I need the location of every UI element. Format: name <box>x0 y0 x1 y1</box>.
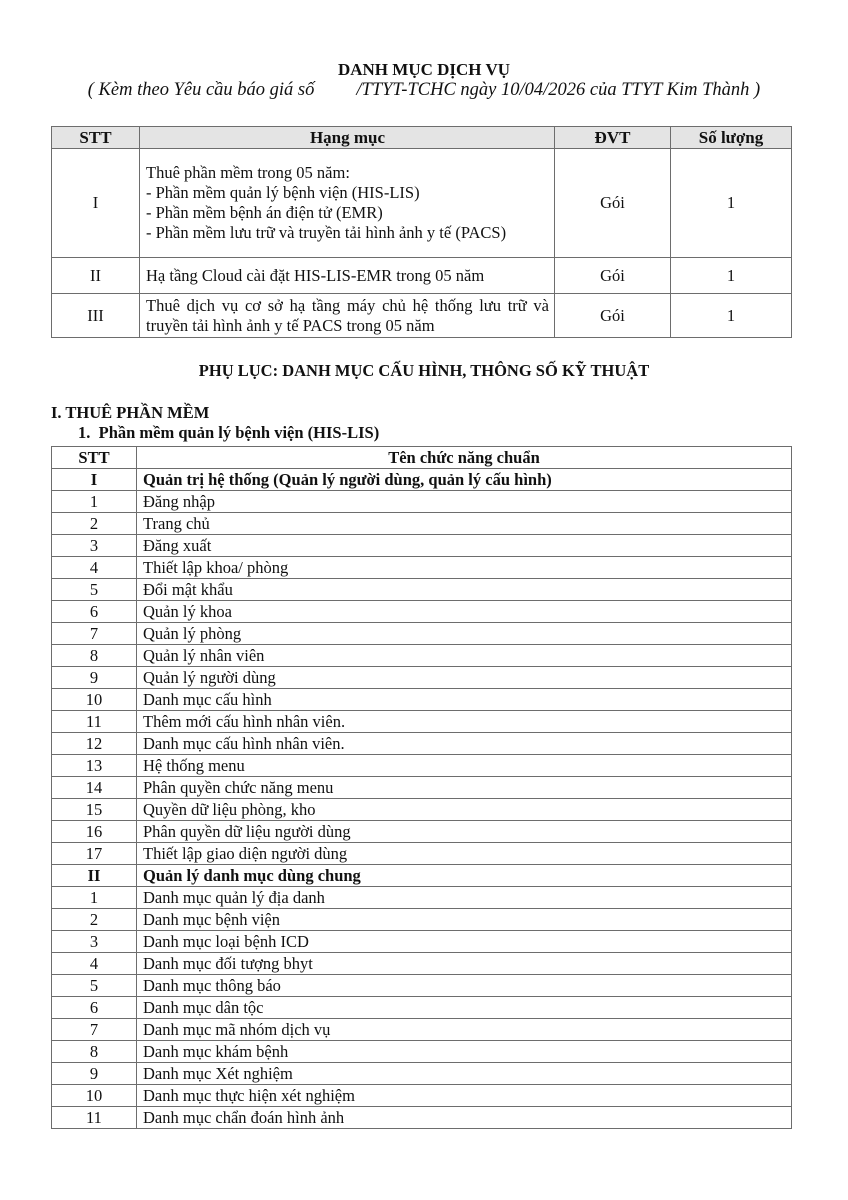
table-row <box>52 1107 792 1129</box>
row-stt: 16 <box>52 821 137 843</box>
row-function-name: Quản lý danh mục dùng chung <box>137 865 792 887</box>
row-quantity: 1 <box>671 294 792 338</box>
row-function-name: Hệ thống menu <box>137 755 792 777</box>
item-line: Thuê phần mềm trong 05 năm: <box>146 163 350 182</box>
row-function-name: Đăng nhập <box>137 491 792 513</box>
row-function-name: Quản trị hệ thống (Quản lý người dùng, quản lý cấu hình) <box>137 469 792 491</box>
table-row <box>52 491 792 513</box>
row-function-name: Quản lý phòng <box>137 623 792 645</box>
table-row <box>52 909 792 931</box>
row-function-name: Phân quyền chức năng menu <box>137 777 792 799</box>
row-stt: 4 <box>52 557 137 579</box>
row-stt: 1 <box>52 491 137 513</box>
table-row <box>52 799 792 821</box>
row-stt: 8 <box>52 1041 137 1063</box>
service-table-header <box>52 127 792 149</box>
table-row <box>52 258 792 294</box>
row-function-name: Thêm mới cấu hình nhân viên. <box>137 711 792 733</box>
row-function-name: Danh mục đối tượng bhyt <box>137 953 792 975</box>
table-row <box>52 843 792 865</box>
row-stt: II <box>52 258 140 294</box>
row-item <box>140 149 555 258</box>
row-function-name: Danh mục khám bệnh <box>137 1041 792 1063</box>
row-quantity: 1 <box>671 149 792 258</box>
appendix-title: PHỤ LỤC: DANH MỤC CẤU HÌNH, THÔNG SỐ KỸ THUẬT <box>198 361 650 380</box>
table-row <box>52 579 792 601</box>
subtitle-date-issuer: /TTYT-TCHC ngày 10/04/2026 của TTYT Kim Thành ) <box>356 80 761 100</box>
row-function-name: Quản lý nhân viên <box>137 645 792 667</box>
row-stt: 7 <box>52 1019 137 1041</box>
row-stt: I <box>52 149 140 258</box>
row-stt: I <box>52 469 137 491</box>
row-function-name: Thiết lập khoa/ phòng <box>137 557 792 579</box>
table-row <box>52 1085 792 1107</box>
row-stt: II <box>52 865 137 887</box>
item-line: - Phần mềm lưu trữ và truyền tải hình ảnh y tế (PACS) <box>146 223 507 242</box>
row-function-name: Danh mục bệnh viện <box>137 909 792 931</box>
table-row <box>52 887 792 909</box>
table-row <box>52 601 792 623</box>
function-table <box>51 446 792 1129</box>
row-function-name: Danh mục quản lý địa danh <box>137 887 792 909</box>
group-row <box>52 865 792 887</box>
row-item: Thuê dịch vụ cơ sở hạ tầng máy chủ hệ thống lưu trữ và truyền tải hình ảnh y tế PACS trong 05 năm <box>140 294 555 338</box>
row-item: Hạ tầng Cloud cài đặt HIS-LIS-EMR trong 05 năm <box>140 258 555 294</box>
row-function-name: Danh mục dân tộc <box>137 997 792 1019</box>
row-function-name: Danh mục Xét nghiệm <box>137 1063 792 1085</box>
row-function-name: Quản lý người dùng <box>137 667 792 689</box>
row-function-name: Đổi mật khẩu <box>137 579 792 601</box>
row-unit: Gói <box>555 294 671 338</box>
row-quantity: 1 <box>671 258 792 294</box>
header-item: Hạng mục <box>140 127 555 149</box>
row-unit: Gói <box>555 258 671 294</box>
header-stt: STT <box>52 447 137 469</box>
row-stt: 10 <box>52 689 137 711</box>
table-row <box>52 294 792 338</box>
document-title: DANH MỤC DỊCH VỤ <box>337 60 511 79</box>
table-row <box>52 777 792 799</box>
table-row <box>52 513 792 535</box>
row-function-name: Phân quyền dữ liệu người dùng <box>137 821 792 843</box>
function-table-header <box>52 447 792 469</box>
table-row <box>52 557 792 579</box>
row-function-name: Danh mục mã nhóm dịch vụ <box>137 1019 792 1041</box>
table-row <box>52 149 792 258</box>
row-function-name: Danh mục loại bệnh ICD <box>137 931 792 953</box>
row-stt: 6 <box>52 997 137 1019</box>
table-row <box>52 997 792 1019</box>
row-function-name: Thiết lập giao diện người dùng <box>137 843 792 865</box>
table-row <box>52 733 792 755</box>
row-stt: 3 <box>52 931 137 953</box>
header-function-name: Tên chức năng chuẩn <box>137 447 792 469</box>
header-quantity: Số lượng <box>671 127 792 149</box>
row-function-name: Đăng xuất <box>137 535 792 557</box>
row-stt: 17 <box>52 843 137 865</box>
row-stt: 3 <box>52 535 137 557</box>
row-stt: III <box>52 294 140 338</box>
document-subtitle <box>0 80 848 101</box>
header-unit: ĐVT <box>555 127 671 149</box>
row-stt: 6 <box>52 601 137 623</box>
table-row <box>52 975 792 997</box>
table-row <box>52 931 792 953</box>
table-row <box>52 755 792 777</box>
row-function-name: Danh mục cấu hình <box>137 689 792 711</box>
row-stt: 5 <box>52 975 137 997</box>
header-stt: STT <box>52 127 140 149</box>
table-row <box>52 1063 792 1085</box>
row-stt: 11 <box>52 711 137 733</box>
row-stt: 2 <box>52 909 137 931</box>
row-stt: 4 <box>52 953 137 975</box>
section-heading: I. THUÊ PHẦN MỀM <box>51 403 210 422</box>
table-row <box>52 1041 792 1063</box>
row-unit: Gói <box>555 149 671 258</box>
table-row <box>52 711 792 733</box>
row-stt: 10 <box>52 1085 137 1107</box>
table-row <box>52 689 792 711</box>
item-line: - Phần mềm quản lý bệnh viện (HIS-LIS) <box>146 183 420 202</box>
function-table-body <box>52 469 792 1129</box>
row-stt: 15 <box>52 799 137 821</box>
table-row <box>52 623 792 645</box>
row-stt: 14 <box>52 777 137 799</box>
row-stt: 9 <box>52 667 137 689</box>
row-stt: 1 <box>52 887 137 909</box>
row-function-name: Trang chủ <box>137 513 792 535</box>
row-function-name: Danh mục chẩn đoán hình ảnh <box>137 1107 792 1129</box>
row-function-name: Danh mục thực hiện xét nghiệm <box>137 1085 792 1107</box>
service-table <box>51 126 792 338</box>
row-function-name: Quản lý khoa <box>137 601 792 623</box>
row-stt: 9 <box>52 1063 137 1085</box>
row-stt: 2 <box>52 513 137 535</box>
table-row <box>52 645 792 667</box>
group-row <box>52 469 792 491</box>
sub-heading: 1. Phần mềm quản lý bệnh viện (HIS-LIS) <box>78 423 380 442</box>
row-function-name: Danh mục cấu hình nhân viên. <box>137 733 792 755</box>
subtitle-reference: ( Kèm theo Yêu cầu báo giá số <box>87 80 315 100</box>
row-stt: 7 <box>52 623 137 645</box>
row-stt: 13 <box>52 755 137 777</box>
row-function-name: Danh mục thông báo <box>137 975 792 997</box>
table-row <box>52 953 792 975</box>
row-function-name: Quyền dữ liệu phòng, kho <box>137 799 792 821</box>
row-stt: 12 <box>52 733 137 755</box>
table-row <box>52 1019 792 1041</box>
row-stt: 11 <box>52 1107 137 1129</box>
table-row <box>52 535 792 557</box>
item-line: - Phần mềm bệnh án điện tử (EMR) <box>146 203 383 222</box>
row-stt: 5 <box>52 579 137 601</box>
table-row <box>52 667 792 689</box>
table-row <box>52 821 792 843</box>
row-stt: 8 <box>52 645 137 667</box>
